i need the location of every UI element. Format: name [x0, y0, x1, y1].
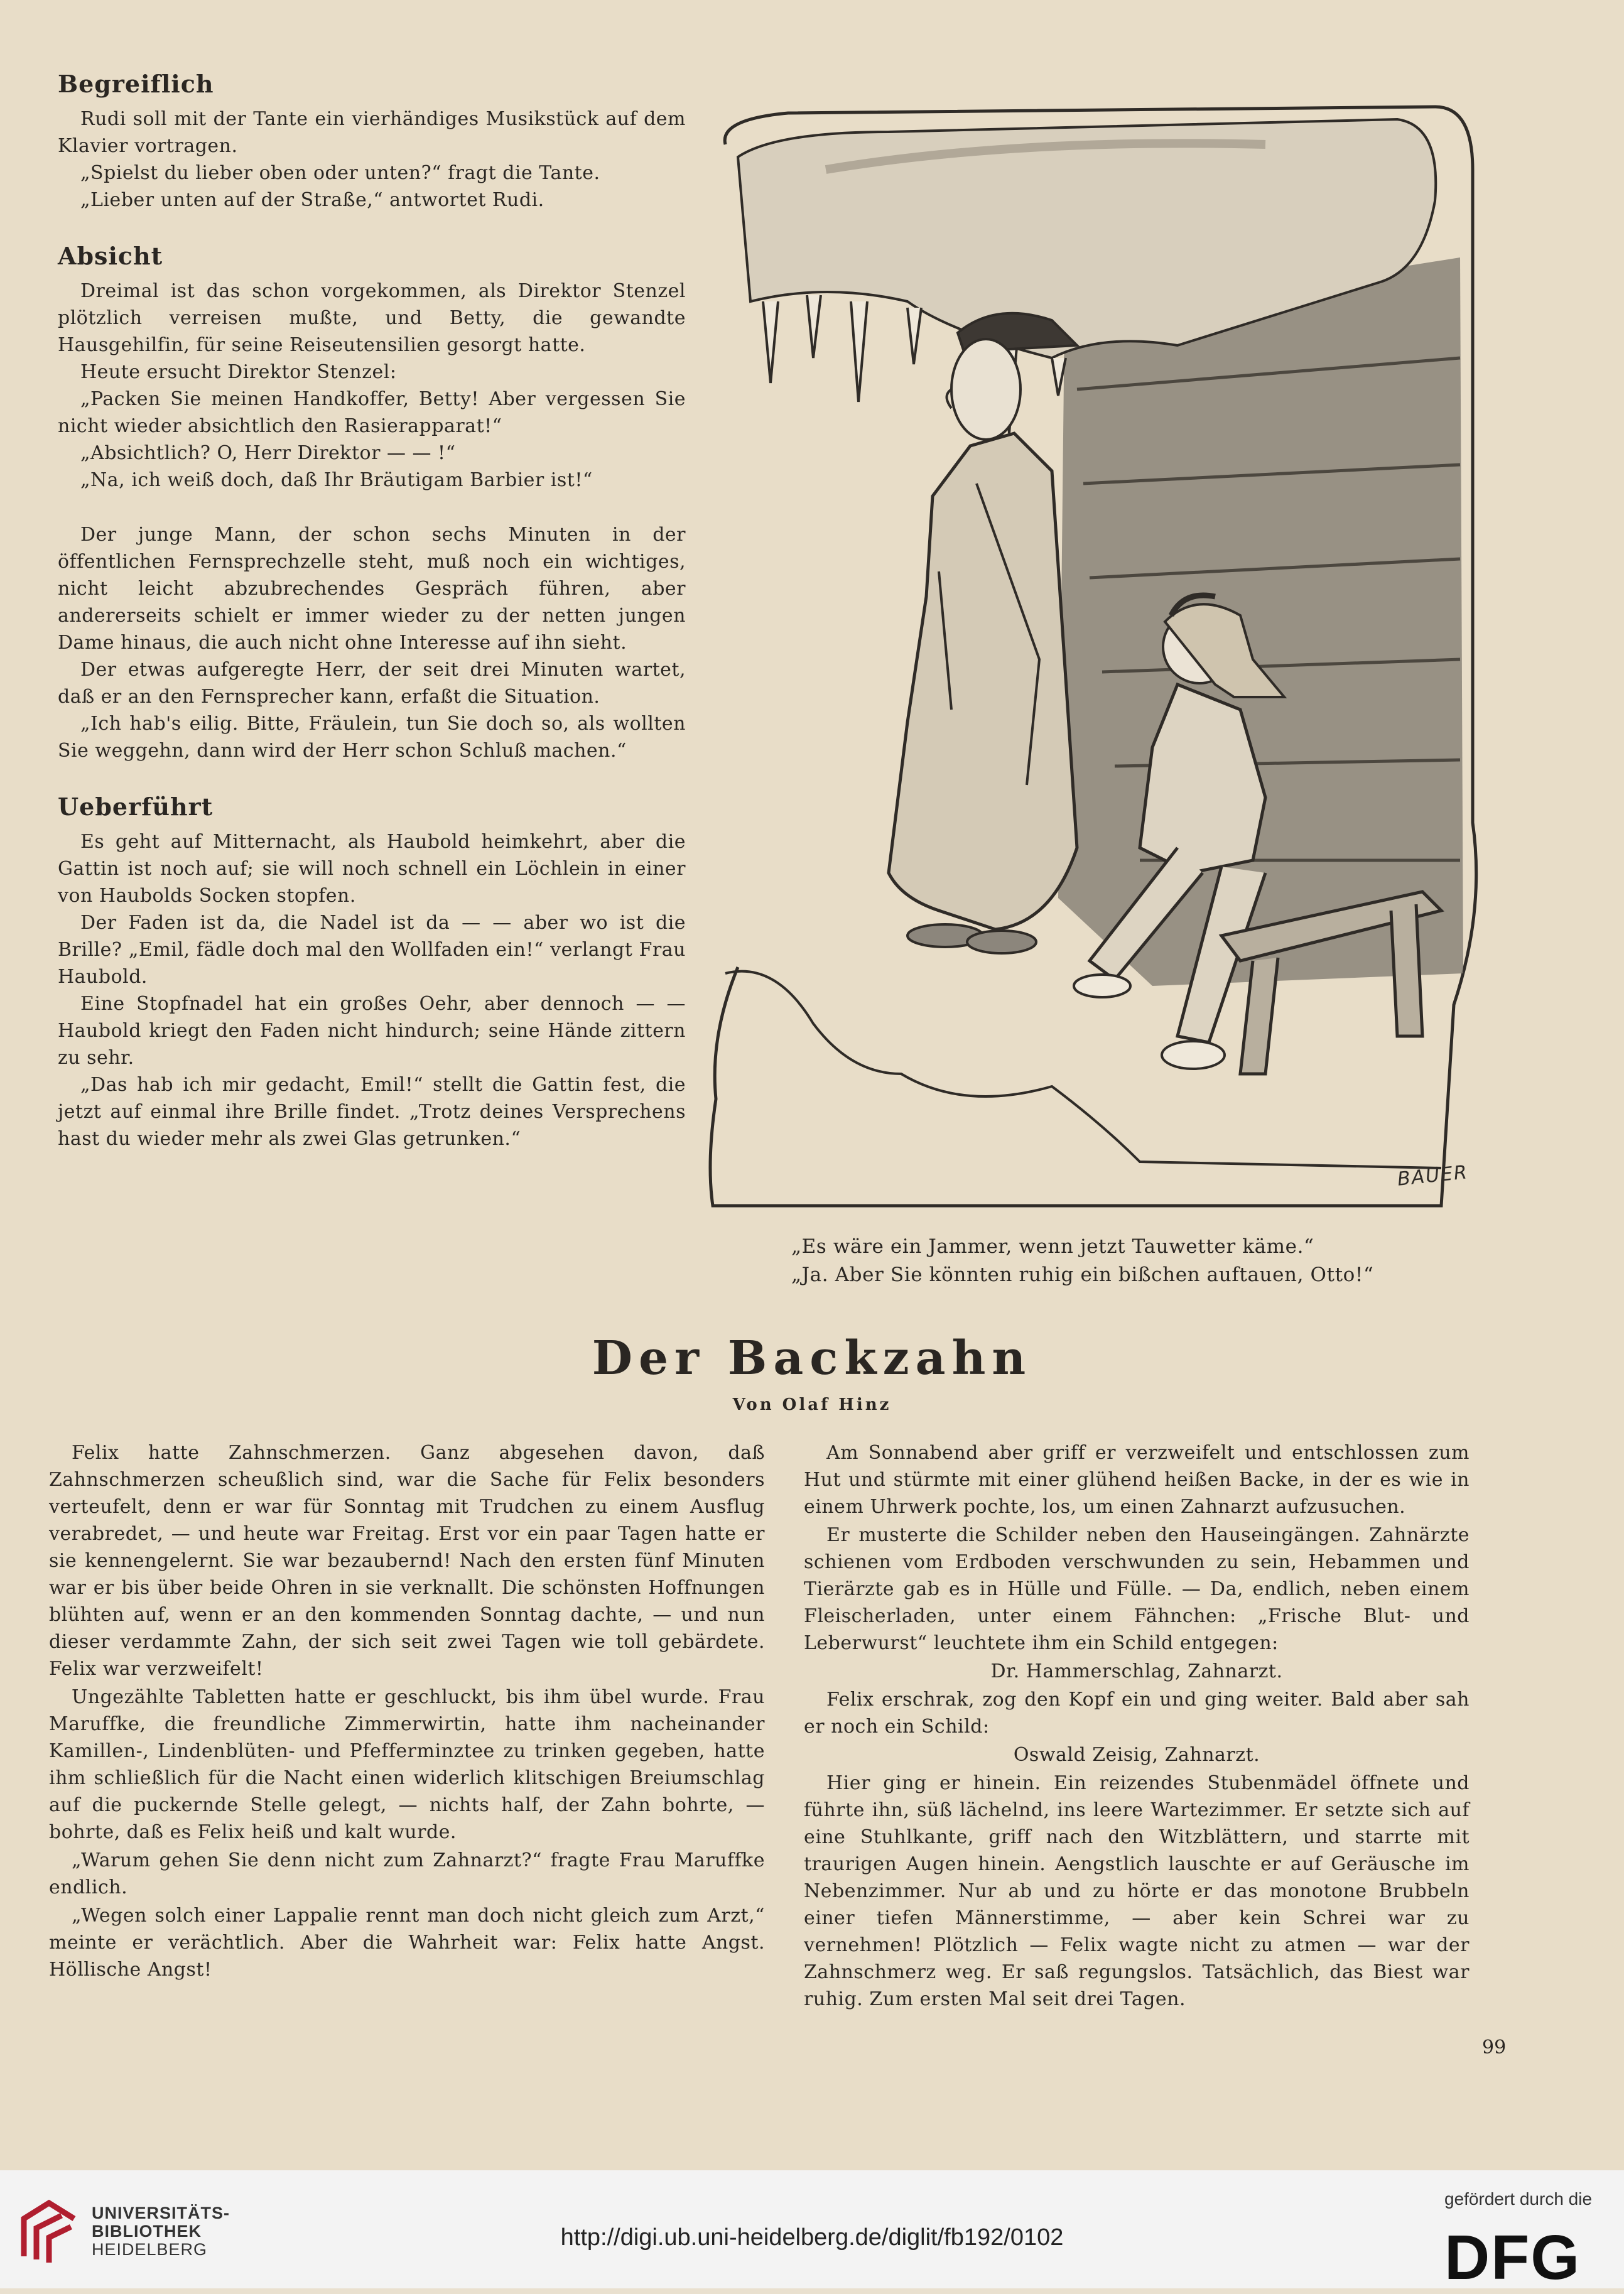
story-author: Von Olaf Hinz — [732, 1395, 892, 1414]
anecdote-paragraph: Der etwas aufgeregte Herr, der seit drei Minuten wartet, daß er an den Fernsprecher kann, erfaßt die Situation. — [58, 659, 686, 708]
page-number: 99 — [1482, 2037, 1507, 2059]
permalink-url[interactable]: http://digi.ub.uni-heidelberg.de/diglit/fb192/0102 — [560, 2224, 1064, 2251]
story-sign-text: Dr. Hammerschlag, Zahnarzt. — [990, 1660, 1283, 1682]
anecdote-heading: Absicht — [58, 242, 163, 270]
anecdote-paragraph: Heute ersucht Direktor Stenzel: — [80, 361, 397, 383]
cartoon-drawing — [700, 94, 1501, 1231]
library-line: HEIDELBERG — [92, 2240, 208, 2259]
story-paragraph: Felix hatte Zahnschmerzen. Ganz abgesehen davon, daß Zahnschmerzen scheußlich sind, war die Sache für Felix besonders verteufelt, denn er war für Sonntag mit Trudchen zu einem Ausflug verabredet, — und heute war Freitag. Erst vor ein paar Tagen hatte er sie kennengelernt. Sie war bezaubernd! Nach den ersten fünf Minuten war er bis über beide Ohren in sie verknallt. Die schönsten Hoffnungen blühten auf, wenn er an den kommenden Sonntag dachte, — und nun dieser verdammte Zahn, der sich seit zwei Tagen wie toll gebärdete. Felix war verzweifelt! — [49, 1442, 765, 1680]
story-title: Der Backzahn — [592, 1331, 1032, 1385]
anecdote-paragraph: Dreimal ist das schon vorgekommen, als Direktor Stenzel plötzlich verreisen mußte, und Betty, die gewandte Hausgehilfin, für seine Reiseutensilien gesorgt hatte. — [58, 280, 686, 356]
cartoon-illustration — [700, 94, 1501, 1231]
anecdote-paragraph: Es geht auf Mitternacht, als Haubold heimkehrt, aber die Gattin ist noch auf; sie will noch schnell ein Löchlein in einer von Haubolds Socken stopfen. — [58, 831, 686, 907]
anecdote-paragraph: „Packen Sie meinen Handkoffer, Betty! Aber vergessen Sie nicht wieder absichtlich den Rasierapparat!“ — [58, 388, 686, 437]
artist-signature: BAUER — [1396, 1161, 1470, 1191]
anecdote-paragraph: „Absichtlich? O, Herr Direktor — — !“ — [80, 442, 456, 464]
anecdote-section — [58, 69, 686, 214]
anecdote-paragraph: Der junge Mann, der schon sechs Minuten in der öffentlichen Fernsprechzelle steht, muß noch ein wichtiges, nicht leicht abzubrechendes Gespräch führen, aber andererseits schielt er immer wieder zu der netten jungen Dame hinaus, die auch nicht ohne Interesse auf ihn sieht. — [58, 524, 686, 654]
story-paragraph: Am Sonnabend aber griff er verzweifelt und entschlossen zum Hut und stürmte mit einer glühend heißen Backe, in der es wie in einem Uhrwerk pochte, los, um einen Zahnarzt aufzusuchen. — [804, 1442, 1470, 1518]
anecdote-heading: Ueberführt — [58, 793, 214, 821]
story-paragraph: Er musterte die Schilder neben den Hauseingängen. Zahnärzte schienen vom Erdboden verschwunden zu sein, Hebammen und Tierärzte gab es in Hülle und Fülle. — Da, endlich, neben einem Fleischerladen, unter einem Fähnchen: „Frische Blut- und Leberwurst“ leuchtete ihm ein Schild entgegen: — [804, 1524, 1470, 1654]
anecdote-paragraph: Rudi soll mit der Tante ein vierhändiges Musikstück auf dem Klavier vortragen. — [58, 108, 686, 157]
anecdote-paragraph: „Ich hab's eilig. Bitte, Fräulein, tun Sie doch so, als wollten Sie weggehn, dann wird der Herr schon Schluß machen.“ — [58, 713, 686, 762]
anecdote-paragraph: „Lieber unten auf der Straße,“ antwortet Rudi. — [80, 189, 544, 211]
anecdote-section — [58, 521, 686, 764]
story-paragraph: „Wegen solch einer Lappalie rennt man doch nicht gleich zum Arzt,“ meinte er verächtlich. Aber die Wahrheit war: Felix hatte Angst. Höllische Angst! — [49, 1905, 765, 1981]
anecdote-heading: Begreiflich — [58, 70, 214, 98]
left-column-anecdotes — [58, 69, 686, 1180]
story-paragraph: Felix erschrak, zog den Kopf ein und ging weiter. Bald aber sah er noch ein Schild: — [804, 1689, 1470, 1738]
anecdote-section — [58, 241, 686, 494]
funding-note: gefördert durch die — [1444, 2189, 1593, 2209]
library-line: UNIVERSITÄTS- — [92, 2204, 230, 2222]
caption-line: „Es wäre ein Jammer, wenn jetzt Tauwetter käme.“ — [791, 1235, 1314, 1258]
story-sign-text: Oswald Zeisig, Zahnarzt. — [1013, 1744, 1260, 1766]
anecdote-paragraph: Eine Stopfnadel hat ein großes Oehr, aber dennoch — — Haubold kriegt den Faden nicht hindurch; seine Hände zittern zu sehr. — [58, 993, 686, 1069]
anecdote-section — [58, 792, 686, 1152]
anecdote-paragraph: „Na, ich weiß doch, daß Ihr Bräutigam Barbier ist!“ — [80, 469, 593, 491]
story-paragraph: „Warum gehen Sie denn nicht zum Zahnarzt?“ fragte Frau Maruffke endlich. — [49, 1849, 765, 1898]
anecdote-paragraph: Der Faden ist da, die Nadel ist da — — aber wo ist die Brille? „Emil, fädle doch mal den Wollfaden ein!“ verlangt Frau Haubold. — [58, 912, 686, 988]
story-left-column — [49, 1439, 765, 1984]
digitization-footer — [0, 2170, 1624, 2293]
library-line: BIBLIOTHEK — [92, 2222, 202, 2241]
story-right-column — [804, 1439, 1470, 2014]
dfg-logo: DFG — [1444, 2222, 1581, 2293]
cartoon-caption — [791, 1233, 1482, 1289]
story-paragraph: Ungezählte Tabletten hatte er geschluckt, bis ihm übel wurde. Frau Maruffke, die freundliche Zimmerwirtin, hatte ihm nacheinander Kamillen-, Lindenblüten- und Pfefferminztee zu trinken gegeben, hatte ihm schließlich für die Nacht einen widerlich klitschigen Breiumschlag auf die puckernde Stelle gelegt, — nichts half, der Zahn bohrte, — bohrte, daß es Felix heiß und kalt wurde. — [49, 1686, 765, 1843]
caption-line: „Ja. Aber Sie könnten ruhig ein bißchen auftauen, Otto!“ — [791, 1263, 1374, 1286]
story-paragraph: Hier ging er hinein. Ein reizendes Stubenmädel öffnete und führte ihn, süß lächelnd, ins leere Wartezimmer. Er setzte sich auf eine Stuhlkante, griff nach den Witzblättern, und starrte mit traurigen Augen hinein. Aengstlich lauschte er auf Geräusche im Nebenzimmer. Nur ab und zu hörte er das monotone Brubbeln einer tiefen Männerstimme, — aber kein Schrei war zu vernehmen! Plötzlich — Felix wagte nicht zu atmen — war der Zahnschmerz weg. Er saß regungslos. Tatsächlich, das Biest war ruhig. Zum ersten Mal seit drei Tagen. — [804, 1772, 1470, 2010]
anecdote-paragraph: „Das hab ich mir gedacht, Emil!“ stellt die Gattin fest, die jetzt auf einmal ihre Brille findet. „Trotz deines Versprechens hast du wieder mehr als zwei Glas getrunken.“ — [58, 1074, 686, 1150]
anecdote-paragraph: „Spielst du lieber oben oder unten?“ fragt die Tante. — [80, 162, 600, 184]
